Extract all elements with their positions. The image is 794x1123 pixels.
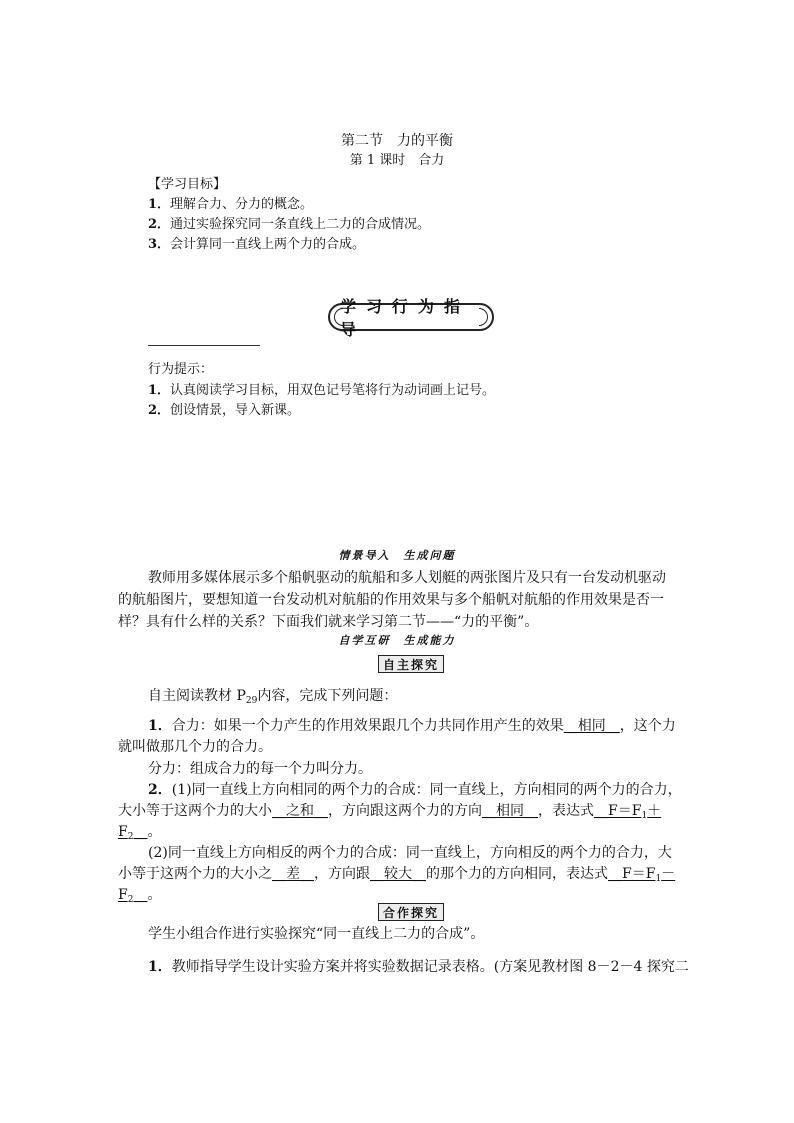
- cooperation-step: 1．教师指导学生设计实验方案并将实验数据记录表格。(方案见教材图 8－2－4 探究二: [148, 959, 689, 975]
- intro-paragraph-line: 教师用多媒体展示多个船帆驱动的航船和多人划艇的两张图片及只有一台发动机驱动: [148, 570, 666, 586]
- question-2-line2: 大小等于这两个力的大小__之和__，方向跟这两个力的方向__相同__，表达式$\_\_F=F_1+$: [118, 803, 662, 821]
- question-2-part2: (2)同一直线上方向相反的两个力的合成：同一直线上，方向相反的两个力的合力，大: [148, 845, 672, 861]
- question-1-cont: 就叫做那几个力的合力。: [118, 739, 272, 755]
- intro-heading: 情景导入 生成问题: [338, 549, 456, 562]
- question-2-part2-line2: 小等于这两个力的大小之__差__，方向跟__较大__的那个力的方向相同，表达式$\_\_F=F_1-$: [118, 866, 676, 884]
- objectives-heading: 【学习目标】: [148, 177, 227, 192]
- intro-paragraph-line: 的航船图片，要想知道一台发动机对航船的作用效果与多个船帆对航船的作用效果是否一: [118, 592, 664, 608]
- lesson-title: 第 1 课时 合力: [349, 153, 445, 168]
- divider: [148, 345, 260, 346]
- question-2: 2．(1)同一直线上方向相同的两个力的合成：同一直线上，方向相同的两个力的合力，: [148, 782, 682, 798]
- guide-banner: 学习行为指导: [328, 303, 494, 331]
- objective-item: 2．通过实验探究同一条直线上二力的合成情况。: [148, 217, 431, 232]
- cooperation-box-label: 合作探究: [378, 903, 444, 921]
- intro-paragraph-line: 样？具有什么样的关系？下面我们就来学习第二节——“力的平衡”。: [118, 614, 539, 630]
- behavior-item: 2．创设情景，导入新课。: [148, 403, 301, 418]
- reading-instruction: 自主阅读教材 $P_{29}$内容，完成下列问题：: [148, 688, 398, 706]
- behavior-heading: 行为提示：: [148, 362, 214, 377]
- behavior-item: 1．认真阅读学习目标，用双色记号笔将行为动词画上记号。: [148, 383, 496, 398]
- section-title: 第二节 力的平衡: [341, 133, 453, 149]
- question-2-line3: $F_2\_\_$。: [118, 824, 162, 842]
- question-1: 1．合力：如果一个力产生的作用效果跟几个力共同作用产生的效果__相同__，这个力: [148, 718, 676, 734]
- objective-item: 1．理解合力、分力的概念。: [148, 197, 314, 212]
- cooperation-intro: 学生小组合作进行实验探究“同一直线上二力的合成”。: [148, 926, 485, 942]
- question-2-part2-line3: $F_2\_\_$。: [118, 887, 162, 905]
- subforce-definition: 分力：组成合力的每一个力叫分力。: [148, 761, 372, 777]
- self-study-box-label: 自主探究: [378, 655, 444, 673]
- objective-item: 3．会计算同一直线上两个力的合成。: [148, 237, 366, 252]
- self-study-heading: 自学互研 生成能力: [338, 634, 456, 647]
